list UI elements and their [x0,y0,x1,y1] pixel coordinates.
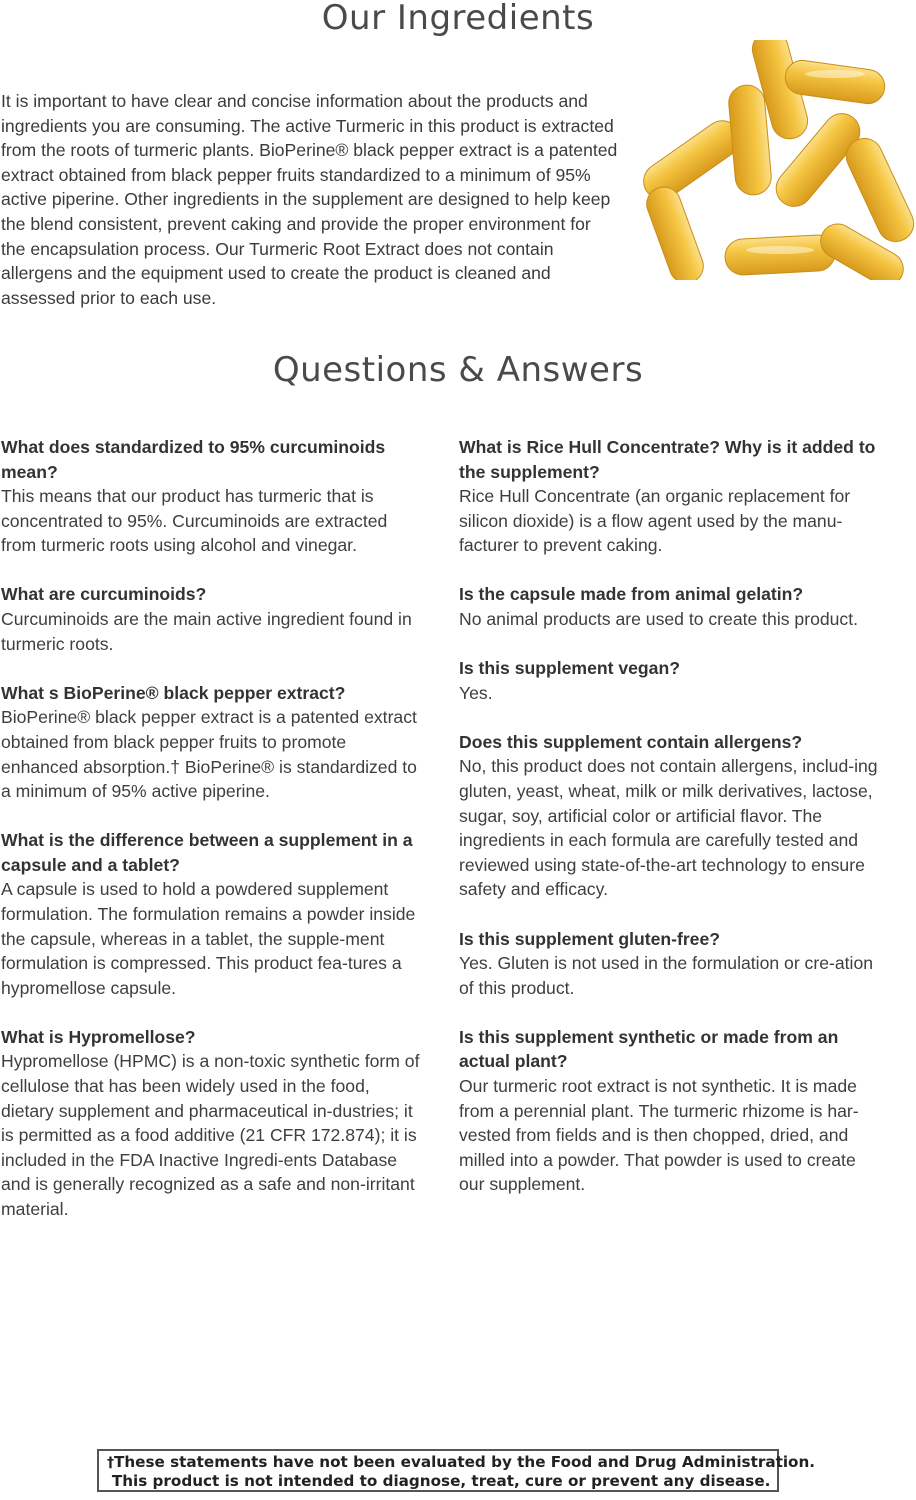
question: Is the capsule made from animal gelatin? [459,584,804,605]
answer: Hypromellose (HPMC) is a non-toxic synthetic form of cellulose that has been widely used in the food, dietary supplement and pharmaceutical in-dustries; it is permitted as a food additive (21 CFR 172.874); it is included in the FDA Inactive Ingredi-ents Database and is generally recognized as a safe and non-irritant material. [1,1051,420,1220]
answer: Yes. Gluten is not used in the formulation or cre-ation of this product. [459,953,874,998]
qa-column-right [459,435,879,1221]
question: Is this supplement vegan? [459,658,680,679]
capsule [724,234,836,276]
fda-disclaimer-box [97,1449,816,1492]
qa-item [459,656,879,705]
qa-item [459,435,879,558]
question: What is Hypromellose? [1,1026,196,1047]
answer: Rice Hull Concentrate (an organic replacement for silicon dioxide) is a flow agent used by the manu-facturer to prevent caking. [459,486,851,556]
question: What does standardized to 95% curcuminoids mean? [1,437,386,482]
answer: A capsule is used to hold a powdered supplement formulation. The formulation remains a powder inside the capsule, whereas in a tablet, the supple-ment formulation is compressed. This product fea-tures a hypromellose capsule. [1,879,416,998]
answer: BioPerine® black pepper extract is a patented extract obtained from black pepper fruits to promote enhanced absorption.† BioPerine® is standardized to a minimum of 95% active piperine. [1,707,417,802]
qa-item [459,730,879,902]
question: What are curcuminoids? [1,584,207,605]
answer: Our turmeric root extract is not synthetic. It is made from a perennial plant. The turmeric rhizome is har-vested from fields and is then chopped, dried, and milled into a powder. That powder is used to create our supplement. [459,1075,859,1195]
question: Does this supplement contain allergens? [459,731,803,752]
qa-item [1,435,421,558]
qa-item [459,927,879,1001]
qa-column-left [1,435,421,1246]
question: What is Rice Hull Concentrate? Why is it added to the supplement? [459,437,876,482]
qa-item [1,828,421,1000]
disclaimer-line-1: †These statements have not been evaluated by the Food and Drug Administration. [107,1453,816,1471]
answer: This means that our product has turmeric that is concentrated to 95%. Curcuminoids are extracted from turmeric roots using alcohol and vinegar. [1,486,388,556]
section-title-ingredients: Our Ingredients [321,0,595,38]
qa-item [1,1025,421,1222]
dagger-symbol: † [107,1455,114,1471]
answer: Yes. [459,682,493,703]
turmeric-capsules-image [630,40,916,280]
qa-item [459,1025,879,1197]
question: What s BioPerine® black pepper extract? [1,682,346,703]
question: Is this supplement gluten-free? [459,928,721,949]
capsule [642,182,708,280]
section-title-qa: Questions & Answers [272,350,644,390]
question: What is the difference between a supplement in a capsule and a tablet? [1,830,413,875]
qa-item [1,582,421,656]
answer: Curcuminoids are the main active ingredient found in turmeric roots. [1,609,412,654]
ingredients-intro-text: It is important to have clear and concise information about the products and ingredients you are consuming. The active Turmeric in this product is extracted from the roots of turmeric plants. BioPerine® black pepper extract is a patented extract obtained from black pepper fruits standardized to a minimum of 95% active piperine. Other ingredients in the supplement are designed to help keep the blend consistent, prevent caking and provide the proper environment for the encapsulation process. Our Turmeric Root Extract does not contain allergens and the equipment used to create the product is cleaned and assessed prior to each use. [1,91,618,308]
answer: No animal products are used to create this product. [459,609,859,630]
disclaimer-line-2: This product is not intended to diagnose, treat, cure or prevent any disease. [111,1472,771,1490]
answer: No, this product does not contain allergens, includ-ing gluten, yeast, wheat, milk or milk derivatives, lactose, sugar, soy, artificial color or artificial flavor. The ingredients in each formula are carefully tested and reviewed using state-of-the-art technology to ensure safety and efficacy. [459,756,878,900]
qa-item [459,582,879,631]
question: Is this supplement synthetic or made from an actual plant? [459,1026,839,1072]
qa-item [1,681,421,804]
